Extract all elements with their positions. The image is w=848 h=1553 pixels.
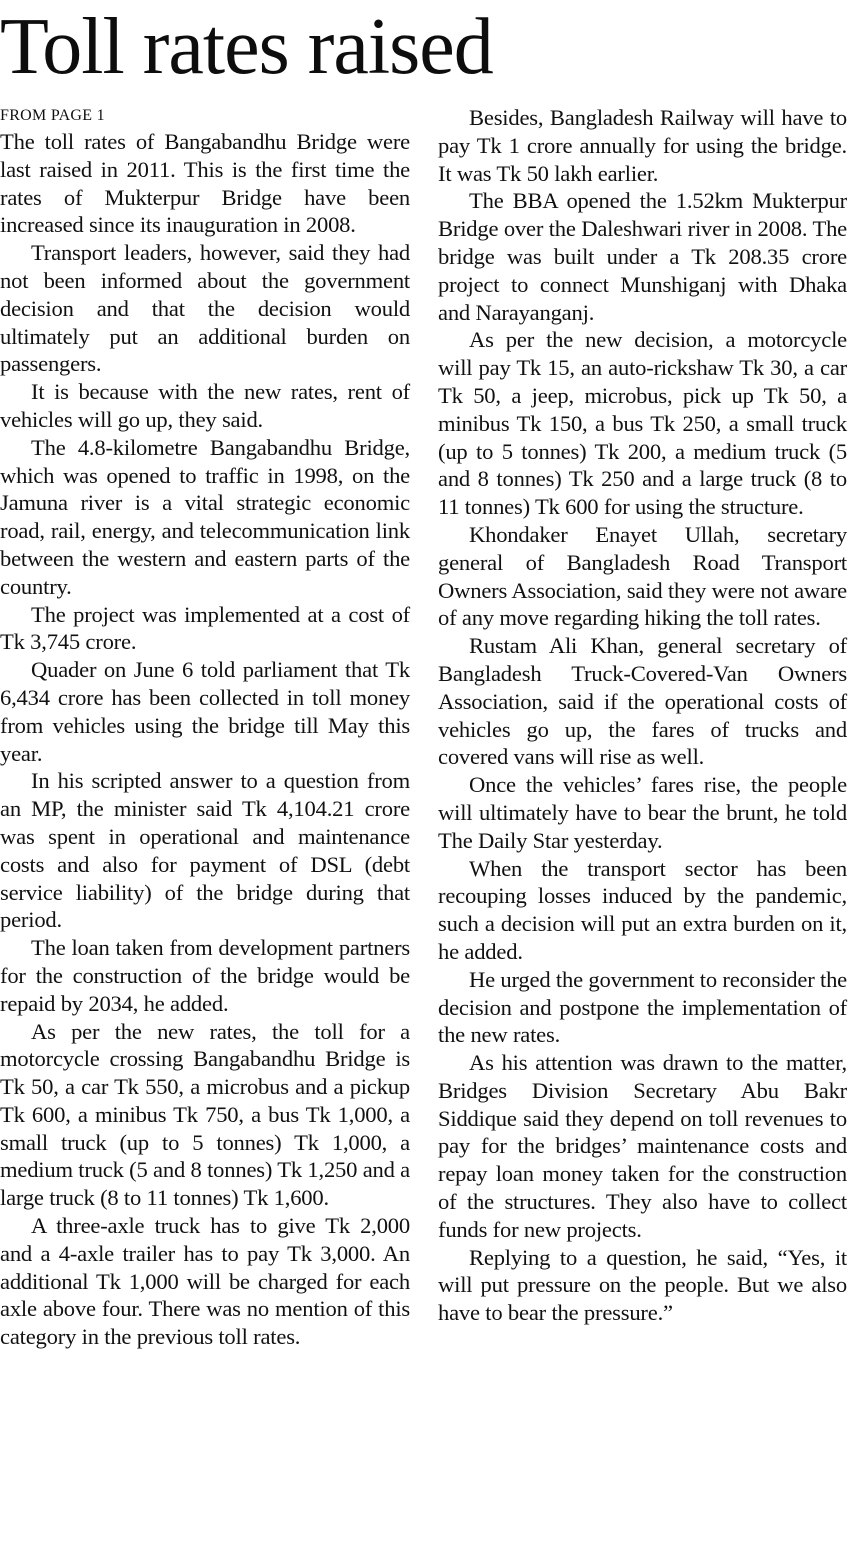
headline: Toll rates raised bbox=[0, 3, 493, 91]
paragraph: The toll rates of Bangabandhu Bridge were last raised in 2011. This is the first time the rates of Mukterpur Bridge have been increased since its inauguration in 2008. bbox=[0, 129, 410, 238]
article-column-left bbox=[0, 106, 410, 1351]
paragraph: As his attention was drawn to the matter, Bridges Division Secretary Abu Bakr Siddique said they depend on toll revenues to pay for the bridges’ maintenance costs and repay loan money taken for the construction of the structures. They also have to collect funds for new projects. bbox=[438, 1050, 847, 1242]
paragraph: As per the new rates, the toll for a motorcycle crossing Bangabandhu Bridge is Tk 50, a car Tk 550, a microbus and a pickup Tk 600, a minibus Tk 750, a bus Tk 1,000, a small truck (up to 5 tonnes) Tk 1,000, a medium truck (5 and 8 tonnes) Tk 1,250 and a large truck (8 to 11 tonnes) Tk 1,600. bbox=[0, 1018, 410, 1211]
paragraph: The 4.8-kilometre Bangabandhu Bridge, which was opened to traffic in 1998, on the Jamuna river is a vital strategic economic road, rail, energy, and telecommunication link between the western and eastern parts of the country. bbox=[0, 434, 410, 599]
paragraph: The loan taken from development partners for the construction of the bridge would be repaid by 2034, he added. bbox=[0, 935, 410, 1016]
paragraph: Transport leaders, however, said they had not been informed about the government decision and that the decision would ultimately put an additional burden on passengers. bbox=[0, 240, 410, 377]
paragraph: Besides, Bangladesh Railway will have to pay Tk 1 crore annually for using the bridge. It was Tk 50 lakh earlier. bbox=[438, 105, 847, 186]
paragraph: Quader on June 6 told parliament that Tk 6,434 crore has been collected in toll money from vehicles using the bridge till May this year. bbox=[0, 657, 410, 766]
jump-kicker: FROM PAGE 1 bbox=[0, 107, 105, 124]
paragraph: The project was implemented at a cost of Tk 3,745 crore. bbox=[0, 601, 410, 655]
paragraph: He urged the government to reconsider the decision and postpone the implementation of the new rates. bbox=[438, 966, 847, 1048]
paragraph: Khondaker Enayet Ullah, secretary general of Bangladesh Road Transport Owners Association, said they were not aware of any move regarding hiking the toll rates. bbox=[438, 521, 847, 631]
paragraph: Once the vehicles’ fares rise, the people will ultimately have to bear the brunt, he told The Daily Star yesterday. bbox=[438, 772, 847, 853]
paragraph: Replying to a question, he said, “Yes, it will put pressure on the people. But we also have to bear the pressure.” bbox=[438, 1244, 847, 1326]
paragraph: The BBA opened the 1.52km Mukterpur Bridge over the Daleshwari river in 2008. The bridge was built under a Tk 208.35 crore project to connect Munshiganj with Dhaka and Narayanganj. bbox=[438, 188, 847, 325]
paragraph: Rustam Ali Khan, general secretary of Bangladesh Truck-Covered-Van Owners Association, said if the operational costs of vehicles go up, the fares of trucks and covered vans will rise as well. bbox=[438, 633, 847, 770]
paragraph: When the transport sector has been recouping losses induced by the pandemic, such a decision will put an extra burden on it, he added. bbox=[438, 855, 847, 964]
paragraph: In his scripted answer to a question from an MP, the minister said Tk 4,104.21 crore was spent in operational and maintenance costs and also for payment of DSL (debt service liability) of the bridge during that period. bbox=[0, 768, 410, 933]
paragraph: As per the new decision, a motorcycle will pay Tk 15, an auto-rickshaw Tk 30, a car Tk 50, a jeep, microbus, pick up Tk 50, a minibus Tk 150, a bus Tk 250, a small truck (up to 5 tonnes) Tk 200, a medium truck (5 and 8 tonnes) Tk 250 and a large truck (8 to 11 tonnes) Tk 600 for using the structure. bbox=[438, 327, 847, 520]
article-column-right bbox=[438, 104, 847, 1327]
paragraph: It is because with the new rates, rent of vehicles will go up, they said. bbox=[0, 379, 410, 432]
paragraph: A three-axle truck has to give Tk 2,000 and a 4-axle trailer has to pay Tk 3,000. An additional Tk 1,000 will be charged for each axle above four. There was no mention of this category in the previous toll rates. bbox=[0, 1213, 410, 1350]
